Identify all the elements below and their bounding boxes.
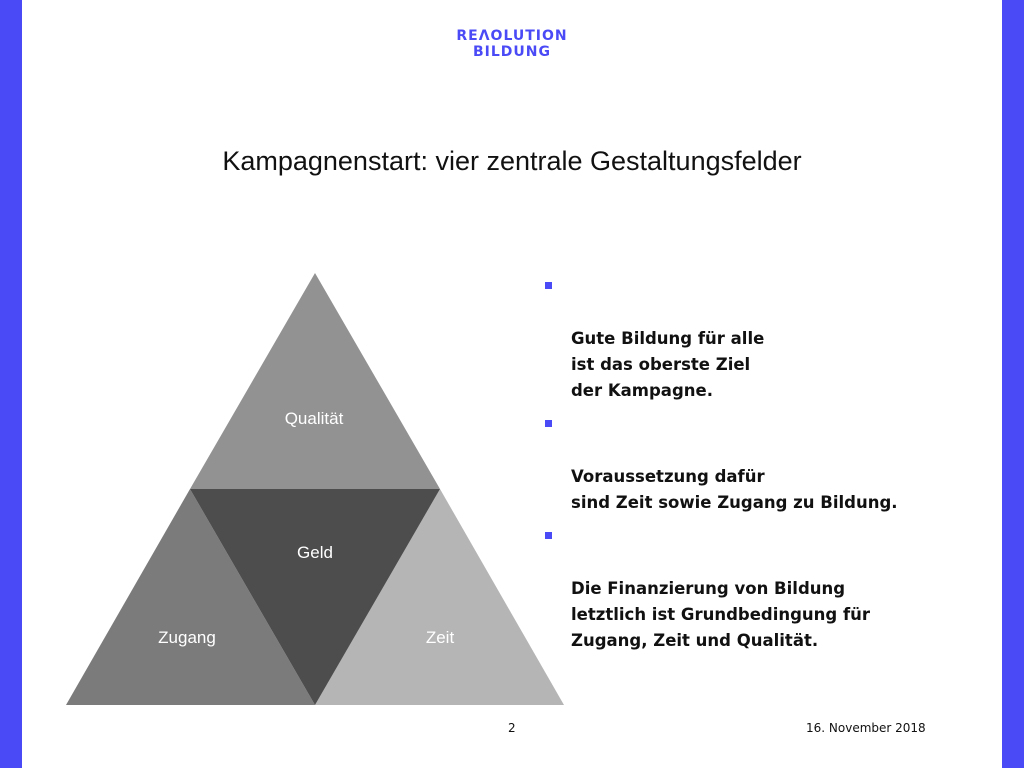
logo-line-2: BILDUNG: [473, 44, 551, 60]
label-zeit: Zeit: [425, 628, 455, 647]
bullet-item: [540, 274, 980, 404]
label-geld: Geld: [297, 543, 333, 562]
label-zugang: Zugang: [158, 628, 216, 647]
bullet-item: [540, 412, 980, 516]
page-number: 2: [508, 721, 516, 735]
bullet-text: Die Finanzierung von Bildung letztlich ist Grundbedingung für Zugang, Zeit und Qualität.: [571, 579, 871, 650]
square-bullet-icon: [545, 282, 552, 289]
logo-line-1: REΛOLUTION: [456, 28, 568, 44]
bullet-text: Gute Bildung für alle ist das oberste Ziel der Kampagne.: [571, 329, 765, 400]
square-bullet-icon: [545, 420, 552, 427]
footer-date: 16. November 2018: [806, 721, 926, 735]
label-qualitaet: Qualität: [284, 409, 344, 428]
square-bullet-icon: [545, 532, 552, 539]
slide-title: Kampagnenstart: vier zentrale Gestaltungsfelder: [222, 146, 802, 176]
bullet-list: [540, 274, 980, 662]
triangle-qualitaet: [190, 273, 440, 489]
bullet-text: Voraussetzung dafür sind Zeit sowie Zugang zu Bildung.: [571, 467, 898, 512]
bullet-item: [540, 524, 980, 654]
